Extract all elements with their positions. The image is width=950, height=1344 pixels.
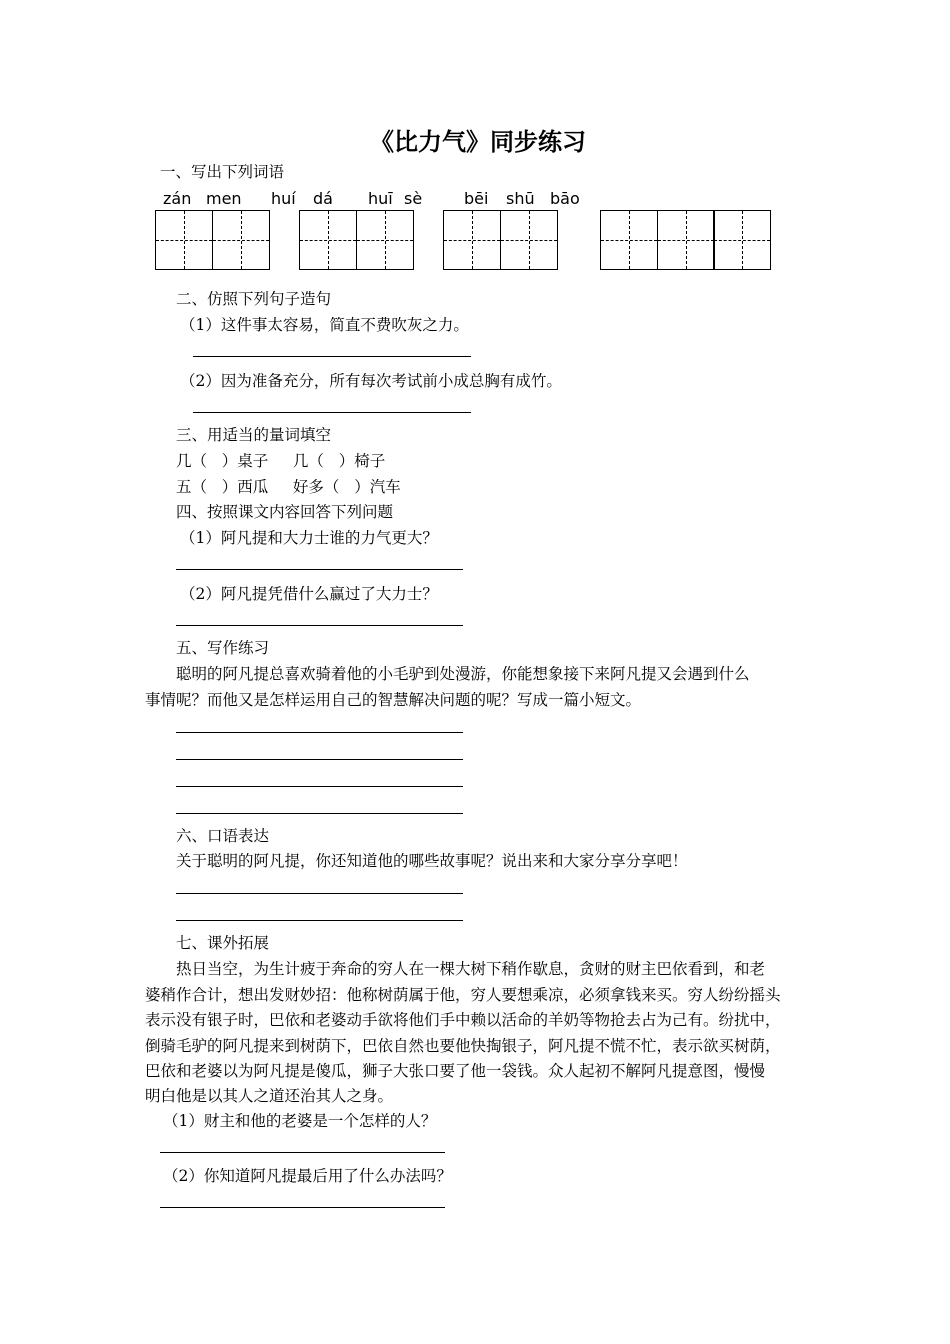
writing-grid-1[interactable]: [155, 210, 270, 270]
section-4-heading: 四、按照课文内容回答下列问题: [176, 503, 394, 521]
answer-line[interactable]: [176, 813, 463, 814]
answer-line[interactable]: [176, 625, 463, 626]
grid-cell[interactable]: [356, 210, 414, 270]
section-5-heading: 五、写作练习: [176, 639, 270, 657]
pinyin-bei: bēi: [464, 189, 489, 208]
answer-line[interactable]: [193, 356, 471, 357]
pinyin-bao: bāo: [550, 189, 580, 208]
grid-cell[interactable]: [500, 210, 558, 270]
answer-line[interactable]: [176, 786, 463, 787]
s4-question-1: （1）阿凡提和大力士谁的力气更大？: [180, 529, 438, 547]
s3-row-1: 几（ ）桌子 几（ ）椅子: [176, 452, 386, 470]
grid-cell[interactable]: [212, 210, 270, 270]
section-2-heading: 二、仿照下列句子造句: [176, 290, 332, 308]
s6-paragraph: 关于聪明的阿凡提，你还知道他的哪些故事呢？说出来和大家分享分享吧！: [176, 852, 688, 870]
s3-row-2: 五（ ）西瓜 好多（ ）汽车: [176, 478, 401, 496]
section-1-heading: 一、写出下列词语: [160, 163, 285, 181]
s7-paragraph-line-1: 热日当空，为生计疲于奔命的穷人在一棵大树下稍作歇息，贪财的财主巴依看到，和老: [176, 960, 766, 978]
answer-line[interactable]: [176, 759, 463, 760]
s5-paragraph-line-2: 事情呢？而他又是怎样运用自己的智慧解决问题的呢？写成一篇小短文。: [145, 691, 642, 709]
grid-cell[interactable]: [657, 210, 715, 270]
answer-line[interactable]: [176, 569, 463, 570]
s5-paragraph-line-1: 聪明的阿凡提总喜欢骑着他的小毛驴到处漫游，你能想象接下来阿凡提又会遇到什么: [176, 665, 750, 683]
s7-paragraph-line-3: 表示没有银子时，巴依和老婆动手欲将他们手中赖以活命的羊奶等物抢去占为己有。纷扰中，: [145, 1011, 781, 1029]
s7-paragraph-line-4: 倒骑毛驴的阿凡提来到树荫下，巴依自然也要他快掏银子，阿凡提不慌不忙，表示欲买树荫，: [145, 1037, 781, 1055]
s7-paragraph-line-6: 明白他是以其人之道还治其人之身。: [145, 1087, 394, 1105]
answer-line[interactable]: [193, 412, 471, 413]
writing-grid-4[interactable]: [600, 210, 771, 270]
pinyin-shu: shū: [506, 189, 535, 208]
writing-grid-3[interactable]: [443, 210, 558, 270]
grid-cell[interactable]: [443, 210, 501, 270]
answer-line[interactable]: [176, 732, 463, 733]
pinyin-men: men: [206, 189, 242, 208]
s7-paragraph-line-5: 巴依和老婆以为阿凡提是傻瓜，狮子大张口要了他一袋钱。众人起初不解阿凡提意图，慢慢: [145, 1062, 766, 1080]
answer-line[interactable]: [176, 920, 463, 921]
s7-question-2: （2）你知道阿凡提最后用了什么办法吗？: [163, 1167, 452, 1185]
section-7-heading: 七、课外拓展: [176, 934, 270, 952]
s2-question-1: （1）这件事太容易，简直不费吹灰之力。: [180, 316, 469, 334]
pinyin-hui2: huī: [368, 189, 393, 208]
pinyin-hui: huí: [271, 189, 296, 208]
answer-line[interactable]: [160, 1207, 445, 1208]
pinyin-se: sè: [404, 189, 423, 208]
section-3-heading: 三、用适当的量词填空: [176, 426, 332, 444]
s7-paragraph-line-2: 婆稍作合计，想出发财妙招：他称树荫属于他，穷人要想乘凉，必须拿钱来买。穷人纷纷摇头: [145, 986, 781, 1004]
grid-cell[interactable]: [155, 210, 213, 270]
grid-cell[interactable]: [299, 210, 357, 270]
section-6-heading: 六、口语表达: [176, 827, 270, 845]
grid-cell[interactable]: [600, 210, 658, 270]
s2-question-2: （2）因为准备充分，所有每次考试前小成总胸有成竹。: [180, 372, 562, 390]
page-title: 《比力气》同步练习: [370, 128, 586, 156]
pinyin-da: dá: [313, 189, 333, 208]
grid-cell[interactable]: [713, 210, 771, 270]
writing-grid-2[interactable]: [299, 210, 414, 270]
answer-line[interactable]: [160, 1152, 445, 1153]
s4-question-2: （2）阿凡提凭借什么赢过了大力士？: [180, 585, 438, 603]
s7-question-1: （1）财主和他的老婆是一个怎样的人？: [163, 1112, 437, 1130]
answer-line[interactable]: [176, 893, 463, 894]
pinyin-zan: zán: [163, 189, 192, 208]
